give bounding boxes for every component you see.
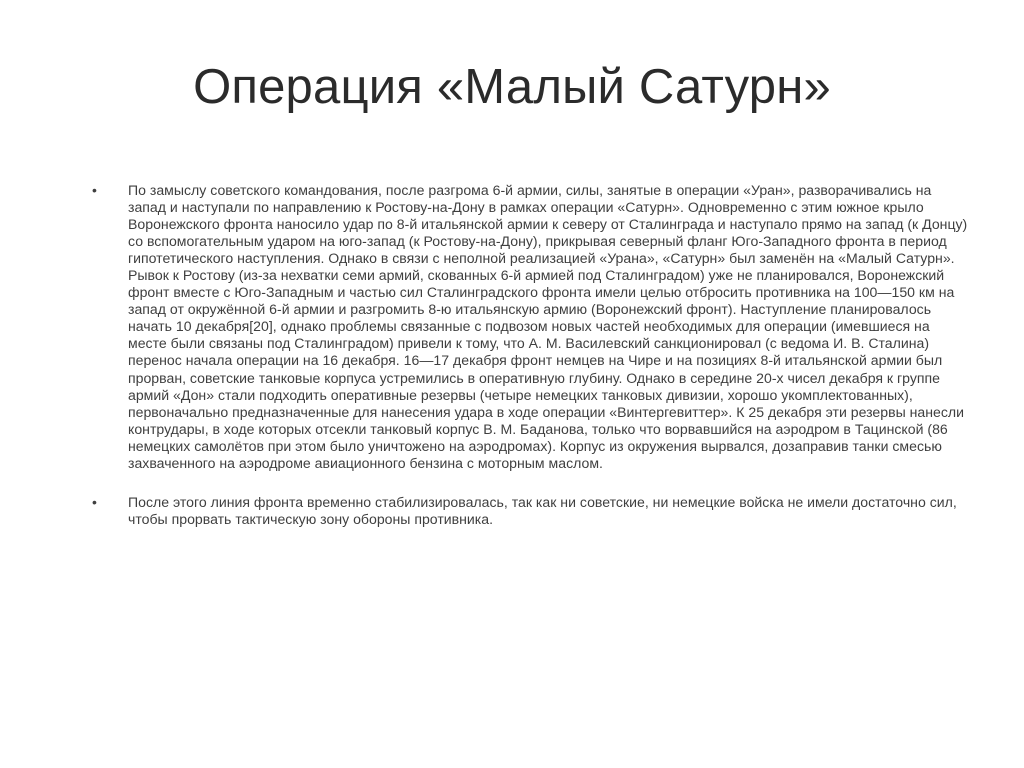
bullet-marker: • bbox=[92, 182, 97, 198]
bullet-text: После этого линия фронта временно стабилизировалась, так как ни советские, ни немецкие войска не имели достаточно сил, чтобы прорвать тактическую зону обороны противника. bbox=[128, 493, 957, 527]
slide-title: Операция «Малый Сатурн» bbox=[193, 60, 831, 114]
bullet-text: По замыслу советского командования, после разгрома 6-й армии, силы, занятые в операции «Уран», разворачивались на запад и наступали по направлению к Ростову-на-Дону в рамках операции «Сатурн». Одновременно с этим южное крыло Воронежского фронта наносило удар по 8-й итальянской армии к северу от Сталинграда и наступало прямо на запад (к Донцу) со вспомогательным ударом на юго-запад (к Ростову-на-Дону), прикрывая северный фланг Юго-Западного фронта в период гипотетического наступления. Однако в связи с неполной реализацией «Урана», «Сатурн» был заменён на «Малый Сатурн». Рывок к Ростову (из-за нехватки семи армий, скованных 6-й армией под Сталинградом) уже не планировался, Воронежский фронт вместе с Юго-Западным и частью сил Сталинградского фронта имели целью отбросить противника на 100—150 км на запад от окружённой 6-й армии и разгромить 8-ю итальянскую армию (Воронежский фронт). Наступление планировалось начать 10 декабря[20], однако проблемы связанные с подвозом новых частей необходимых для операции (имевшиеся на месте были связаны под Сталинградом) привели к тому, что А. М. Василевский санкционировал (с ведома И. В. Сталина) перенос начала операции на 16 декабря. 16—17 декабря фронт немцев на Чире и на позициях 8-й итальянской армии был прорван, советские танковые корпуса устремились в оперативную глубину. Однако в середине 20-х чисел декабря к группе армий «Дон» стали подходить оперативные резервы (четыре немецких танковых дивизии, хорошо укомплектованных), первоначально предназначенные для нанесения удара в ходе операции «Винтергевиттер». К 25 декабря эти резервы нанесли контрудары, в ходе которых отсекли танковый корпус В. М. Баданова, только что ворвавшийся на аэродром в Тацинской (86 немецких самолётов при этом было уничтожено на аэродромах). Корпус из окружения вырвался, дозаправив танки смесью захваченного на аэродроме авиационного бензина с моторным маслом. bbox=[128, 182, 968, 471]
bullet-list bbox=[92, 182, 972, 528]
bullet-marker: • bbox=[92, 493, 97, 510]
bullet-item bbox=[92, 494, 972, 528]
bullet-item bbox=[92, 182, 972, 472]
